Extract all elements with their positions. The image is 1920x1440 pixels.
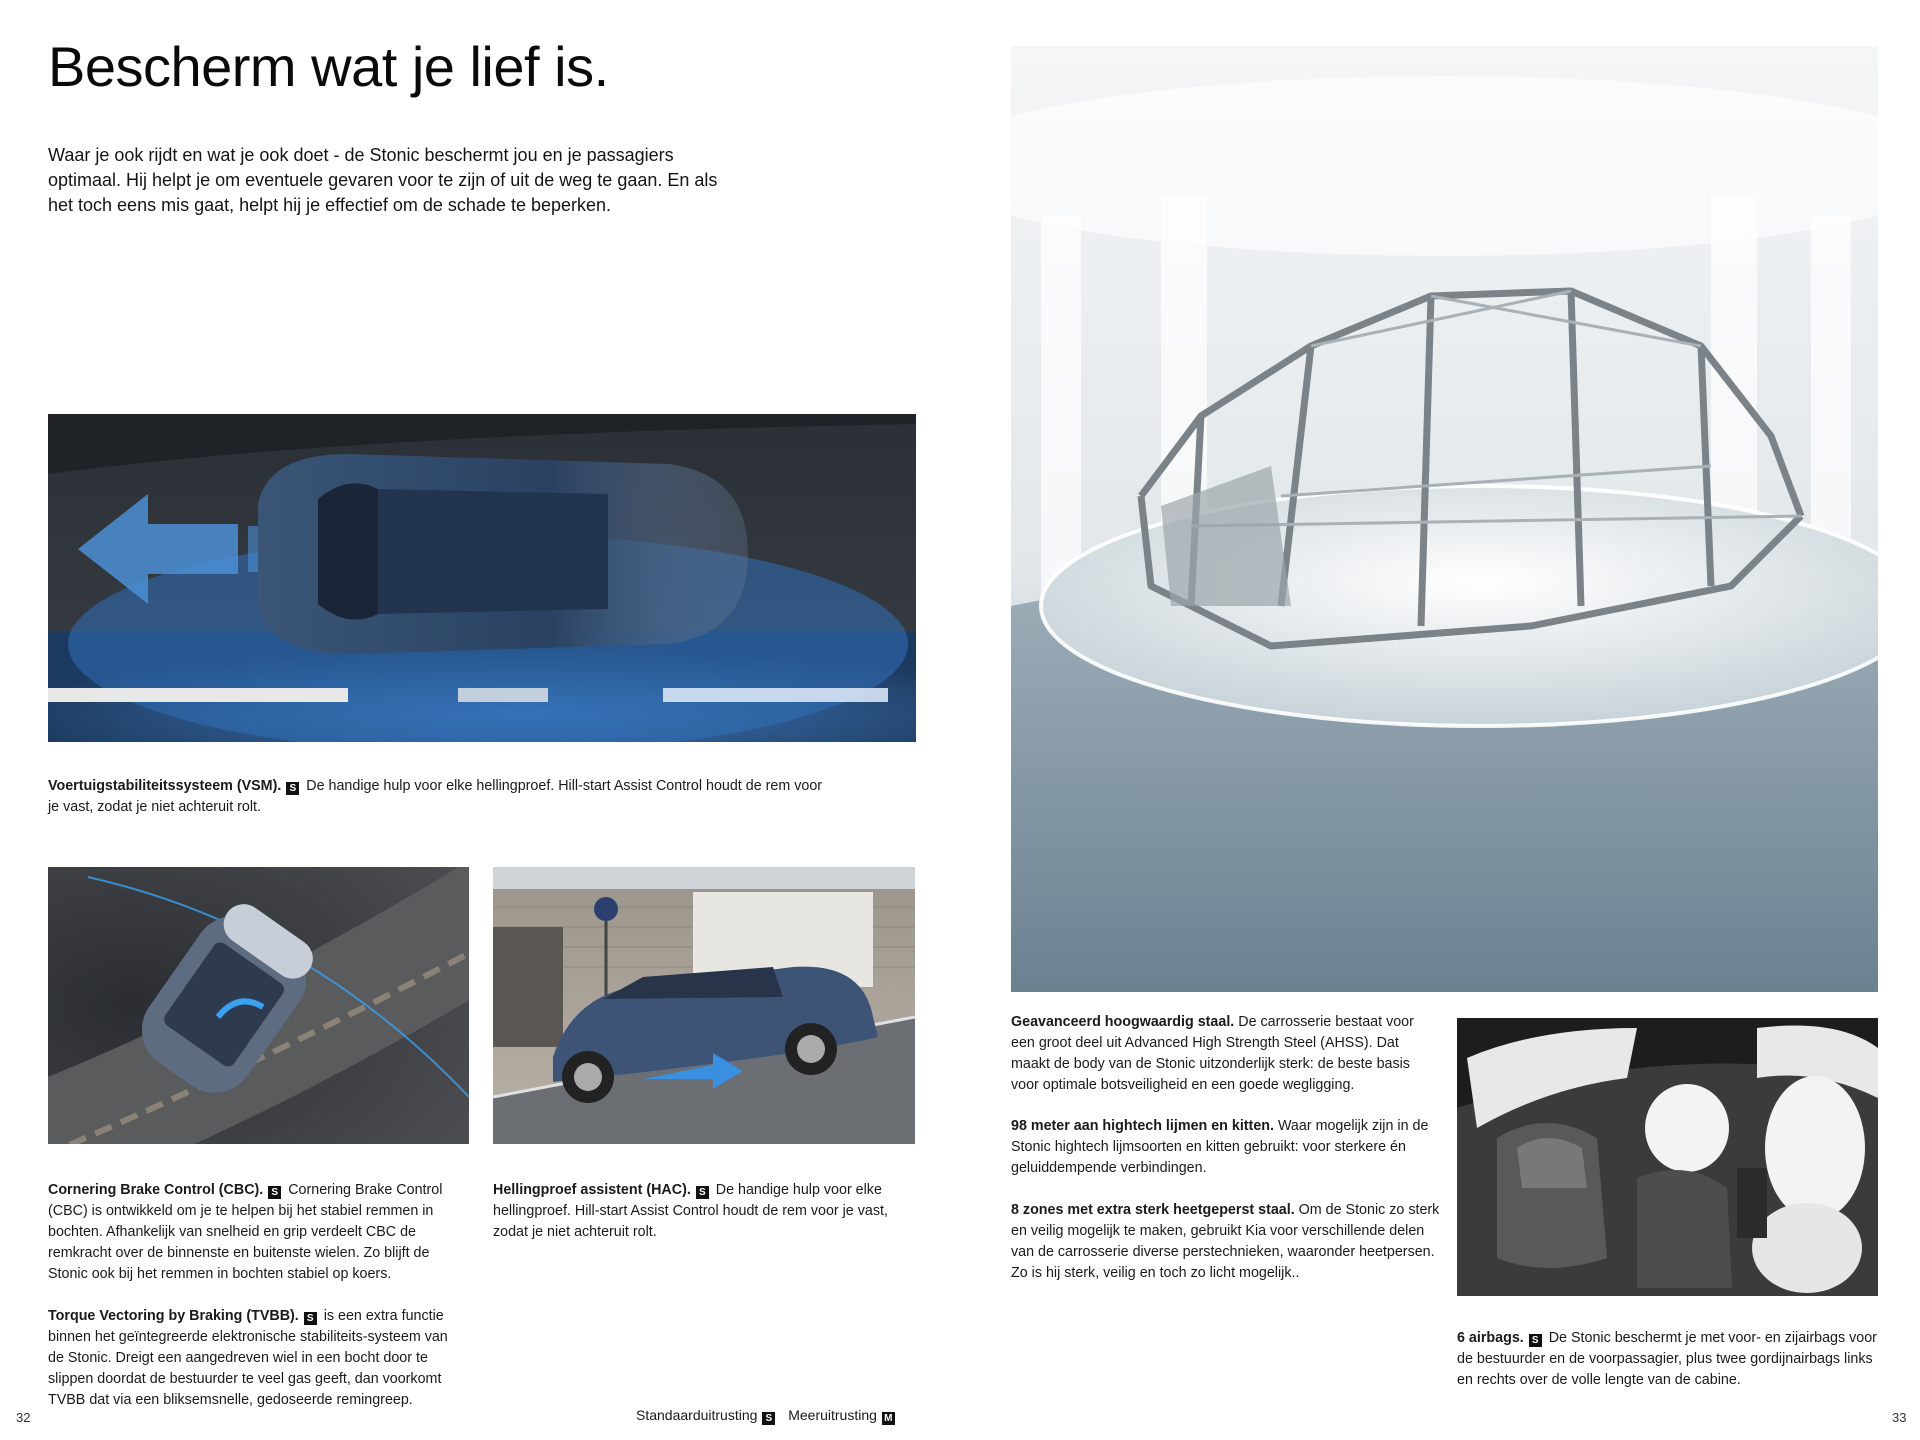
tvbb-text: is een extra functie binnen het geïntegreerde elektronische stabiliteits-systeem van de Stonic. Dreigt een aangedreven wiel in een bocht door te slippen doordat de bestuurder te veel gas geeft, dan voorkomt TVBB dat via een bliksemsnelle, gedoseerde remingreep.: [48, 1308, 448, 1408]
airbags-text: De Stonic beschermt je met voor- en zijairbags voor de bestuurder en de voorpassagier, plus twee gordijnairbags links en rechts over de volle lengte van de cabine.: [1457, 1330, 1877, 1388]
cbc-text: Cornering Brake Control (CBC) is ontwikkeld om je te helpen bij het stabiel remmen in bochten. Afhankelijk van snelheid en grip verdeelt CBC de remkracht over de binnenste en buitenste wielen. Zo blijft de Stonic ook bij het remmen in bochten stabiel op koers.: [48, 1182, 443, 1282]
legend-optional-badge: M: [882, 1412, 895, 1425]
body-structure-photo: [1011, 46, 1878, 992]
steel-caption: [1011, 1012, 1441, 1096]
steel-text: De carrosserie bestaat voor een groot deel uit Advanced High Strength Steel (AHSS). Dat maakt de body van de Stonic uitzonderlijk sterk: de beste basis voor optimale botsveiligheid en een goede wegligging.: [1011, 1014, 1414, 1093]
hac-text: De handige hulp voor elke hellingproef. Hill-start Assist Control houdt de rem voor je vast, zodat je niet achteruit rolt.: [493, 1182, 888, 1240]
legend-optional-label: Meeruitrusting: [788, 1407, 877, 1423]
standard-badge: S: [1529, 1334, 1542, 1347]
hac-caption: [493, 1180, 918, 1243]
zones-text: Om de Stonic zo sterk en veilig mogelijk te maken, gebruikt Kia voor verschillende delen van de carrosserie diverse perstechnieken, waaronder heetpersen. Zo is hij sterk, veilig en toch zo licht mogelijk..: [1011, 1202, 1440, 1281]
hac-photo: [493, 867, 915, 1144]
airbags-heading: 6 airbags.: [1457, 1330, 1524, 1346]
zones-heading: 8 zones met extra sterk heetgeperst staal.: [1011, 1202, 1295, 1218]
vsm-photo: [48, 414, 916, 742]
standard-badge: S: [286, 782, 299, 795]
tvbb-caption: [48, 1306, 458, 1411]
vsm-heading: Voertuigstabiliteitssysteem (VSM).: [48, 778, 282, 794]
standard-badge: S: [304, 1312, 317, 1325]
page-title: Bescherm wat je lief is.: [48, 35, 609, 98]
cbc-caption: [48, 1180, 468, 1285]
zones-caption: [1011, 1200, 1441, 1284]
adhesive-caption: [1011, 1116, 1436, 1179]
adhesive-text: Waar mogelijk zijn in de Stonic hightech lijmsoorten en kitten gebruikt: voor sterkere én geluiddempende verbindingen.: [1011, 1118, 1429, 1176]
intro-text: Waar je ook rijdt en wat je ook doet - de Stonic beschermt jou en je passagiers optimaal. Hij helpt je om eventuele gevaren voor te zijn of uit de weg te gaan. En als het toch eens mis gaat, helpt hij je effectief om de schade te beperken.: [48, 145, 718, 215]
equipment-legend: [636, 1407, 898, 1425]
legend-standard-badge: S: [762, 1412, 775, 1425]
airbags-caption: [1457, 1328, 1877, 1391]
hac-heading: Hellingproef assistent (HAC).: [493, 1182, 691, 1198]
vsm-caption: [48, 776, 828, 818]
cbc-heading: Cornering Brake Control (CBC).: [48, 1182, 264, 1198]
standard-badge: S: [268, 1186, 281, 1199]
steel-heading: Geavanceerd hoogwaardig staal.: [1011, 1014, 1235, 1030]
page-number-left: 32: [16, 1410, 31, 1425]
page-number-right: 33: [1892, 1410, 1907, 1425]
standard-badge: S: [696, 1186, 709, 1199]
vsm-text: De handige hulp voor elke hellingproef. Hill-start Assist Control houdt de rem voor je vast, zodat je niet achteruit rolt.: [48, 778, 823, 815]
cbc-photo: [48, 867, 469, 1144]
airbags-photo: [1457, 1018, 1878, 1296]
tvbb-heading: Torque Vectoring by Braking (TVBB).: [48, 1308, 299, 1324]
legend-standard-label: Standaarduitrusting: [636, 1407, 758, 1423]
adhesive-heading: 98 meter aan hightech lijmen en kitten.: [1011, 1118, 1274, 1134]
